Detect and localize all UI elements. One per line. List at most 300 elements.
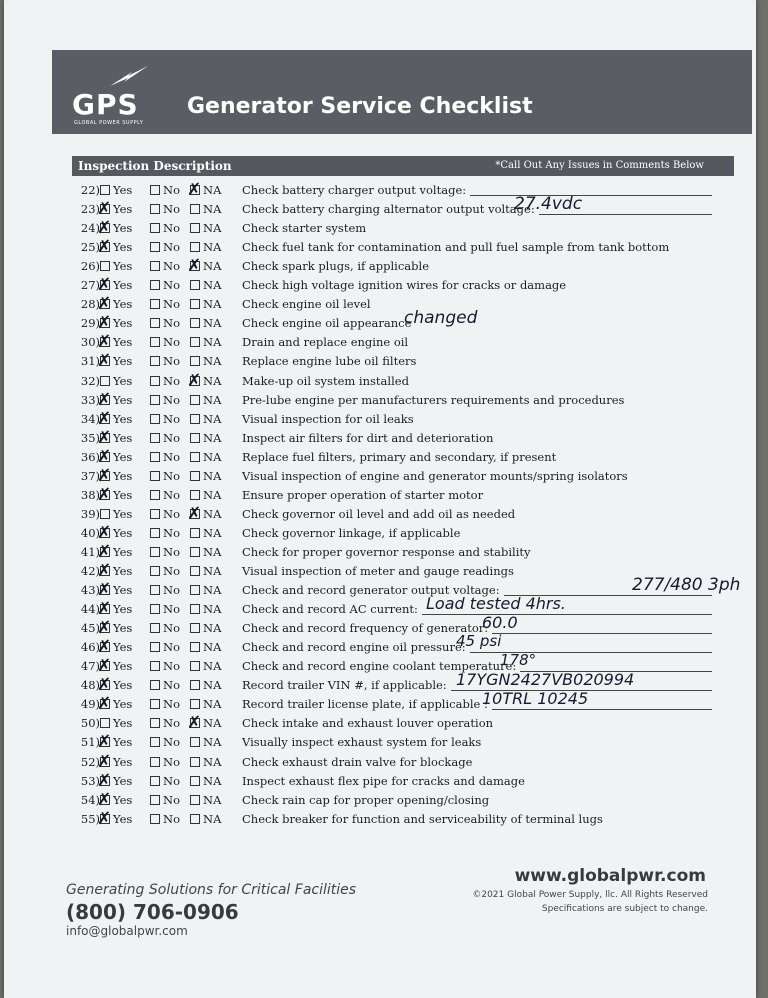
checkbox-no[interactable] [150, 242, 160, 252]
checkbox-na[interactable] [190, 604, 200, 614]
option-yes[interactable] [97, 351, 133, 372]
item-number: 43) [80, 583, 100, 598]
checkbox-na[interactable] [190, 528, 200, 538]
footer-phone: (800) 706-0906 [66, 900, 239, 924]
checkbox-yes[interactable] [100, 185, 110, 195]
option-label: Yes [113, 773, 133, 788]
checkbox-na[interactable] [187, 713, 202, 734]
fill-in-line[interactable] [470, 195, 712, 196]
option-na[interactable] [190, 564, 221, 578]
checkbox-yes[interactable] [97, 541, 112, 562]
option-yes[interactable] [97, 199, 133, 220]
item-description: Visual inspection of meter and gauge readings [242, 564, 514, 578]
option-no[interactable] [150, 793, 180, 807]
checkbox-no[interactable] [150, 795, 160, 805]
checkbox-yes[interactable] [97, 408, 112, 429]
option-label: No [163, 202, 180, 217]
checkbox-no[interactable] [150, 223, 160, 233]
checklist-row [72, 467, 732, 486]
checklist-row [72, 448, 732, 467]
checkbox-no[interactable] [150, 376, 160, 386]
option-no[interactable] [150, 450, 180, 464]
checkbox-yes[interactable] [97, 351, 112, 372]
checkbox-na[interactable] [190, 547, 200, 557]
option-label: No [163, 373, 180, 388]
option-no[interactable] [150, 488, 180, 502]
option-na[interactable] [190, 469, 221, 483]
checklist-row [72, 219, 732, 238]
checkbox-yes[interactable] [97, 446, 112, 467]
checkbox-na[interactable] [190, 737, 200, 747]
option-no[interactable] [150, 564, 180, 578]
option-na[interactable] [190, 297, 221, 311]
option-yes[interactable] [97, 294, 133, 315]
option-yes[interactable] [97, 332, 133, 353]
checkbox-no[interactable] [150, 452, 160, 462]
option-no[interactable] [150, 659, 180, 673]
option-na[interactable] [190, 278, 221, 292]
option-na[interactable] [190, 335, 221, 349]
option-na[interactable] [190, 678, 221, 692]
checkbox-na[interactable] [190, 661, 200, 671]
option-no[interactable] [150, 335, 180, 349]
checkbox-yes[interactable] [97, 218, 112, 239]
check-mark-icon: ✗ [97, 427, 112, 448]
checkbox-yes[interactable] [97, 427, 112, 448]
option-label: NA [203, 792, 222, 807]
option-yes[interactable] [100, 507, 132, 521]
fill-in-line[interactable] [492, 633, 712, 634]
handwritten-entry: 60.0 [482, 613, 518, 633]
checkbox-na[interactable] [187, 256, 202, 277]
checkbox-no[interactable] [150, 718, 160, 728]
item-description: Check high voltage ignition wires for cracks or damage [242, 278, 567, 293]
option-no[interactable] [150, 183, 180, 197]
option-yes[interactable] [100, 716, 132, 730]
option-na[interactable] [190, 393, 221, 407]
option-no[interactable] [150, 621, 180, 635]
option-na[interactable] [190, 450, 221, 464]
option-label: Yes [113, 602, 133, 617]
checkbox-no[interactable] [150, 261, 160, 271]
option-label: NA [203, 754, 222, 769]
option-na[interactable] [190, 545, 221, 559]
table-header-bar [72, 156, 734, 176]
checkbox-na[interactable] [187, 503, 202, 524]
option-label: No [163, 544, 180, 559]
option-yes[interactable] [97, 675, 133, 696]
checkbox-no[interactable] [150, 699, 160, 709]
handwritten-entry: 10TRL 10245 [482, 689, 589, 709]
checkbox-na[interactable] [190, 433, 200, 443]
option-no[interactable] [150, 316, 180, 330]
checkbox-yes[interactable] [97, 789, 112, 810]
option-yes[interactable] [97, 541, 133, 562]
checklist-row [72, 791, 732, 810]
checkbox-yes[interactable] [97, 199, 112, 220]
checkbox-no[interactable] [150, 433, 160, 443]
checkbox-yes[interactable] [100, 509, 110, 519]
checkbox-yes[interactable] [97, 332, 112, 353]
check-mark-icon: ✗ [97, 465, 112, 486]
checkbox-yes[interactable] [97, 599, 112, 620]
checkbox-yes[interactable] [97, 275, 112, 296]
checkbox-no[interactable] [150, 623, 160, 633]
option-na[interactable] [187, 370, 222, 391]
checkbox-no[interactable] [150, 528, 160, 538]
option-na[interactable] [190, 488, 221, 502]
item-description: Check governor linkage, if applicable [242, 525, 461, 540]
checkbox-no[interactable] [150, 509, 160, 519]
checkbox-no[interactable] [150, 280, 160, 290]
checkbox-na[interactable] [190, 318, 200, 328]
checkbox-no[interactable] [150, 814, 160, 824]
checkbox-no[interactable] [150, 471, 160, 481]
option-no[interactable] [150, 278, 180, 292]
checkbox-no[interactable] [150, 318, 160, 328]
option-na[interactable] [190, 621, 221, 635]
item-number: 23) [80, 202, 100, 217]
checkbox-no[interactable] [150, 395, 160, 405]
option-yes[interactable] [100, 183, 132, 197]
checkbox-no[interactable] [150, 661, 160, 671]
option-label: NA [203, 487, 222, 502]
checkbox-na[interactable] [190, 814, 200, 824]
checkbox-no[interactable] [150, 642, 160, 652]
option-no[interactable] [150, 221, 180, 235]
checkbox-na[interactable] [187, 180, 202, 200]
option-no[interactable] [150, 374, 180, 388]
item-description: Inspect air filters for dirt and deterioration [242, 430, 494, 445]
option-label: Yes [113, 697, 133, 712]
option-no[interactable] [150, 583, 180, 597]
option-na[interactable] [190, 202, 221, 216]
checkbox-no[interactable] [150, 585, 160, 595]
option-label: No [163, 506, 180, 521]
option-label: Yes [113, 411, 133, 426]
option-na[interactable] [187, 180, 222, 200]
checkbox-no[interactable] [150, 204, 160, 214]
option-na[interactable] [187, 256, 222, 277]
option-no[interactable] [150, 202, 180, 216]
checkbox-yes[interactable] [97, 751, 112, 772]
option-yes[interactable] [97, 580, 133, 601]
option-na[interactable] [190, 412, 221, 426]
option-yes[interactable] [97, 408, 133, 429]
option-yes[interactable] [100, 259, 132, 273]
option-label: NA [203, 411, 222, 426]
option-yes[interactable] [97, 637, 133, 658]
checkbox-yes[interactable] [97, 580, 112, 601]
checkbox-na[interactable] [190, 471, 200, 481]
option-no[interactable] [150, 297, 180, 311]
option-yes[interactable] [97, 751, 133, 772]
footer-tagline: Generating Solutions for Critical Facilities [66, 882, 357, 898]
option-na[interactable] [190, 240, 221, 254]
logo-subtitle: GLOBAL POWER SUPPLY [74, 120, 144, 126]
option-no[interactable] [150, 812, 180, 826]
option-yes[interactable] [97, 484, 133, 505]
option-yes[interactable] [97, 275, 133, 296]
option-label: Yes [113, 392, 133, 407]
checkbox-na[interactable] [190, 280, 200, 290]
checkbox-yes[interactable] [100, 261, 110, 271]
option-na[interactable] [190, 602, 221, 616]
checkbox-na[interactable] [190, 642, 200, 652]
option-no[interactable] [150, 507, 180, 521]
option-no[interactable] [150, 602, 180, 616]
checkbox-no[interactable] [150, 490, 160, 500]
option-no[interactable] [150, 697, 180, 711]
checkbox-no[interactable] [150, 337, 160, 347]
checklist-row [72, 308, 732, 334]
checkbox-yes[interactable] [97, 618, 112, 639]
checkbox-no[interactable] [150, 299, 160, 309]
option-label: Yes [113, 278, 133, 293]
option-label: No [163, 259, 180, 274]
checklist-row [72, 295, 732, 314]
header-banner [52, 50, 752, 134]
option-label: Yes [113, 354, 133, 369]
option-no[interactable] [150, 545, 180, 559]
check-mark-icon: ✗ [97, 561, 112, 581]
option-yes[interactable] [97, 522, 133, 543]
checkbox-na[interactable] [190, 776, 200, 786]
check-mark-icon: ✗ [97, 275, 112, 296]
checkbox-yes[interactable] [97, 732, 112, 753]
check-mark-icon: ✗ [97, 694, 112, 715]
fill-in-line[interactable] [492, 709, 712, 710]
item-number: 45) [80, 621, 100, 636]
checkbox-na[interactable] [190, 566, 200, 576]
check-mark-icon: ✗ [97, 808, 112, 829]
checkbox-yes[interactable] [97, 237, 112, 258]
option-na[interactable] [190, 812, 221, 826]
option-no[interactable] [150, 716, 180, 730]
item-number: 31) [80, 354, 100, 369]
option-no[interactable] [150, 526, 180, 540]
item-description: Check fuel tank for contamination and pull fuel sample from tank bottom [242, 240, 670, 255]
checkbox-no[interactable] [150, 185, 160, 195]
checkbox-yes[interactable] [97, 561, 112, 581]
checkbox-na[interactable] [190, 204, 200, 214]
option-no[interactable] [150, 755, 180, 769]
checklist-row [72, 543, 732, 562]
check-mark-icon: ✗ [97, 618, 112, 639]
item-description: Make-up oil system installed [242, 373, 409, 388]
option-na[interactable] [190, 316, 221, 330]
check-mark-icon: ✗ [187, 180, 202, 200]
checkbox-yes[interactable] [97, 808, 112, 829]
option-no[interactable] [150, 640, 180, 654]
item-description: Record trailer license plate, if applicable : [242, 697, 488, 712]
item-description: Check and record engine oil pressure: [242, 640, 466, 655]
option-no[interactable] [150, 354, 180, 368]
option-na[interactable] [190, 697, 221, 711]
check-mark-icon: ✗ [97, 599, 112, 620]
option-yes[interactable] [97, 465, 133, 486]
checklist-row [72, 753, 732, 772]
checkbox-yes[interactable] [100, 376, 110, 386]
option-na[interactable] [190, 431, 221, 445]
checkbox-na[interactable] [190, 452, 200, 462]
option-no[interactable] [150, 678, 180, 692]
checkbox-yes[interactable] [97, 770, 112, 791]
option-label: NA [203, 183, 222, 197]
checkbox-no[interactable] [150, 757, 160, 767]
option-label: Yes [113, 373, 133, 388]
option-na[interactable] [190, 583, 221, 597]
checkbox-na[interactable] [190, 337, 200, 347]
checkbox-na[interactable] [190, 585, 200, 595]
option-no[interactable] [150, 774, 180, 788]
option-label: Yes [113, 297, 133, 312]
checkbox-no[interactable] [150, 737, 160, 747]
checklist-row [72, 333, 732, 352]
option-yes[interactable] [97, 770, 133, 791]
option-na[interactable] [190, 659, 221, 673]
option-yes[interactable] [97, 808, 133, 829]
item-description: Replace engine lube oil filters [242, 354, 417, 369]
check-mark-icon: ✗ [187, 713, 202, 734]
checkbox-yes[interactable] [97, 465, 112, 486]
checkbox-na[interactable] [190, 623, 200, 633]
check-mark-icon: ✗ [97, 389, 112, 410]
option-label: Yes [113, 659, 133, 674]
item-number: 33) [80, 392, 100, 407]
option-na[interactable] [190, 793, 221, 807]
checkbox-na[interactable] [190, 680, 200, 690]
option-label: NA [203, 659, 222, 674]
checkbox-na[interactable] [190, 490, 200, 500]
option-yes[interactable] [97, 427, 133, 448]
item-number: 36) [80, 449, 100, 464]
option-na[interactable] [190, 774, 221, 788]
checklist-row [72, 181, 732, 200]
option-yes[interactable] [97, 446, 133, 467]
checkbox-na[interactable] [190, 757, 200, 767]
checkbox-na[interactable] [190, 299, 200, 309]
option-na[interactable] [190, 221, 221, 235]
checkbox-na[interactable] [190, 356, 200, 366]
option-yes[interactable] [97, 313, 133, 334]
option-no[interactable] [150, 735, 180, 749]
checkbox-yes[interactable] [97, 694, 112, 715]
checkbox-na[interactable] [190, 242, 200, 252]
checkbox-no[interactable] [150, 604, 160, 614]
option-label: NA [203, 392, 222, 407]
checkbox-na[interactable] [190, 223, 200, 233]
option-na[interactable] [190, 755, 221, 769]
option-yes[interactable] [97, 599, 133, 620]
check-mark-icon: ✗ [97, 237, 112, 258]
option-na[interactable] [190, 640, 221, 654]
checkbox-na[interactable] [190, 699, 200, 709]
option-na[interactable] [190, 735, 221, 749]
option-na[interactable] [187, 713, 222, 734]
option-label: Yes [113, 240, 133, 255]
checkbox-no[interactable] [150, 356, 160, 366]
checkbox-no[interactable] [150, 547, 160, 557]
option-yes[interactable] [97, 618, 133, 639]
option-no[interactable] [150, 259, 180, 273]
lightning-bolt-icon [102, 64, 152, 88]
option-label: NA [203, 525, 222, 540]
item-description: Visual inspection of engine and generator mounts/spring isolators [242, 468, 628, 483]
option-no[interactable] [150, 469, 180, 483]
checkbox-yes[interactable] [100, 718, 110, 728]
checkbox-yes[interactable] [97, 656, 112, 677]
option-no[interactable] [150, 412, 180, 426]
checkbox-yes[interactable] [97, 637, 112, 658]
checkbox-no[interactable] [150, 680, 160, 690]
option-label: NA [203, 316, 222, 331]
option-yes[interactable] [97, 656, 133, 677]
check-mark-icon: ✗ [97, 522, 112, 543]
checkbox-yes[interactable] [97, 675, 112, 696]
check-mark-icon: ✗ [97, 408, 112, 429]
option-no[interactable] [150, 240, 180, 254]
item-description: Check engine oil level [242, 297, 371, 312]
option-label: No [163, 716, 180, 731]
option-no[interactable] [150, 431, 180, 445]
checkbox-na[interactable] [190, 414, 200, 424]
handwritten-entry: 17YGN2427VB020994 [456, 670, 635, 690]
checkbox-na[interactable] [190, 795, 200, 805]
checkbox-yes[interactable] [97, 294, 112, 315]
option-yes[interactable] [97, 789, 133, 810]
option-yes[interactable] [100, 374, 132, 388]
check-mark-icon: ✗ [97, 446, 112, 467]
option-label: No [163, 564, 180, 578]
checklist-row [72, 772, 732, 791]
option-yes[interactable] [97, 561, 133, 581]
fill-in-line[interactable] [422, 614, 712, 615]
item-number: 49) [80, 697, 100, 712]
option-yes[interactable] [97, 694, 133, 715]
item-number: 47) [80, 659, 100, 674]
option-yes[interactable] [97, 237, 133, 258]
check-mark-icon: ✗ [97, 484, 112, 505]
checkbox-no[interactable] [150, 566, 160, 576]
option-na[interactable] [187, 503, 222, 524]
checkbox-no[interactable] [150, 776, 160, 786]
checkbox-yes[interactable] [97, 389, 112, 410]
checkbox-yes[interactable] [97, 484, 112, 505]
option-na[interactable] [190, 354, 221, 368]
checkbox-yes[interactable] [97, 313, 112, 334]
option-yes[interactable] [97, 218, 133, 239]
item-number: 53) [80, 773, 100, 788]
option-yes[interactable] [97, 389, 133, 410]
option-no[interactable] [150, 393, 180, 407]
option-na[interactable] [190, 526, 221, 540]
checkbox-no[interactable] [150, 414, 160, 424]
option-label: NA [203, 697, 222, 712]
checklist-sheet [4, 0, 756, 998]
option-label: NA [203, 716, 222, 731]
checkbox-na[interactable] [187, 370, 202, 391]
item-number: 50) [80, 716, 100, 731]
check-mark-icon: ✗ [187, 256, 202, 277]
item-description: Check battery charger output voltage: [242, 183, 467, 197]
checkbox-na[interactable] [190, 395, 200, 405]
option-yes[interactable] [97, 732, 133, 753]
check-mark-icon: ✗ [97, 637, 112, 658]
option-label: NA [203, 354, 222, 369]
checkbox-yes[interactable] [97, 522, 112, 543]
fill-in-line[interactable] [539, 214, 712, 215]
